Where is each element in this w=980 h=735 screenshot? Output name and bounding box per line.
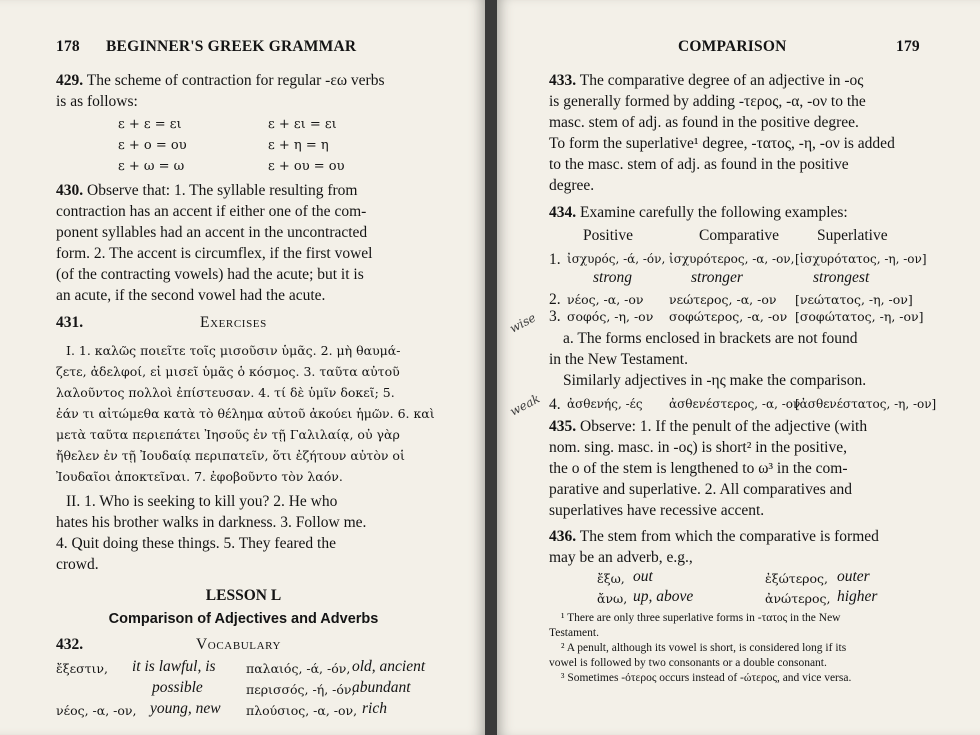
note-a-line2: in the New Testament. bbox=[549, 351, 688, 368]
running-head-left: BEGINNER'S GREEK GRAMMAR bbox=[106, 38, 357, 55]
exercise-2-line2: hates his brother walks in darkness. 3. Follow me. bbox=[56, 514, 367, 531]
section-436-line2: may be an adverb, e.g., bbox=[549, 549, 693, 566]
example-1-comparative: ἰσχυρότερος, -α, -ον, bbox=[669, 252, 795, 266]
exercise-2-line4: crowd. bbox=[56, 556, 99, 573]
right-page bbox=[497, 0, 980, 735]
adverb-1-comparative-gloss: outer bbox=[837, 568, 870, 585]
section-430-line6: an acute, if the second vowel had the acute. bbox=[56, 287, 326, 304]
example-2-superlative: [νεώτατος, -η, -ον] bbox=[795, 292, 913, 307]
contraction-row-1-b: ε + ει = ει bbox=[268, 117, 337, 132]
adverb-1-english: out bbox=[633, 568, 653, 585]
example-3-superlative: [σοφώτατος, -η, -ον] bbox=[795, 309, 924, 324]
section-433-line1: 433. The comparative degree of an adjective in -ος bbox=[549, 72, 864, 89]
example-4-comparative: ἀσθενέστερος, -α, -ον bbox=[669, 397, 801, 411]
section-430-line1: 430. Observe that: 1. The syllable resulting from bbox=[56, 182, 358, 199]
page-number-left: 178 bbox=[56, 38, 80, 55]
vocab-2-greek: παλαιός, -ά, -όν, bbox=[246, 661, 351, 676]
example-1-superlative: [ἰσχυρότατος, -η, -ον] bbox=[795, 252, 927, 266]
section-430-line4: form. 2. The accent is circumflex, if the first vowel bbox=[56, 245, 373, 262]
section-436-line1: 436. The stem from which the comparative is formed bbox=[549, 528, 879, 545]
adverb-1-comparative: ἐξώτερος, bbox=[765, 571, 829, 586]
footnote-2-line1: ² A penult, although its vowel is short, is considered long if its bbox=[561, 642, 847, 654]
section-435-line1: 435. Observe: 1. If the penult of the adjective (with bbox=[549, 418, 868, 435]
section-435-line2: nom. sing. masc. in -ος) is short² in the positive, bbox=[549, 439, 847, 456]
example-4-number: 4. bbox=[549, 396, 561, 413]
example-1-number: 1. bbox=[549, 251, 561, 268]
exercise-1-line1: I. 1. καλῶς ποιεῖτε τοῖς μισοῦσιν ὑμᾶς. 2. μὴ θαυμά- bbox=[66, 343, 401, 358]
vocab-4-english: young, new bbox=[150, 700, 221, 717]
contraction-row-3-a: ε + ω = ω bbox=[118, 159, 185, 174]
contraction-row-2-b: ε + η = η bbox=[268, 138, 329, 153]
section-435-line4: parative and superlative. 2. All comparatives and bbox=[549, 481, 853, 498]
lesson-title: LESSON L bbox=[205, 587, 282, 604]
column-header-superlative: Superlative bbox=[817, 227, 888, 244]
example-2-number: 2. bbox=[549, 291, 561, 308]
section-432-number: 432. bbox=[56, 636, 84, 653]
contraction-row-2-a: ε + ο = ου bbox=[118, 138, 187, 153]
vocab-3-greek: περισσός, -ή, -όν, bbox=[246, 682, 356, 697]
exercise-1-line7: Ἰουδαῖοι ἀποκτεῖναι. 7. ἐφοβοῦντο τὸν λαόν. bbox=[56, 469, 343, 484]
note-a-line1: a. The forms enclosed in brackets are not found bbox=[563, 330, 858, 347]
footnote-2-line2: vowel is followed by two consonants or a double consonant. bbox=[549, 657, 827, 669]
exercise-1-line6: ἤθελεν ἐν τῇ Ἰουδαίᾳ περιπατεῖν, ὅτι ἐζήτουν αὐτὸν οἱ bbox=[56, 448, 405, 463]
contraction-row-1-a: ε + ε = ει bbox=[118, 117, 182, 132]
vocab-5-greek: πλούσιος, -α, -ον, bbox=[246, 703, 358, 718]
exercise-1-line4: ἐάν τι αἰτώμεθα κατὰ τὸ θέλημα αὐτοῦ ἀκούει ἡμῶν. 6. καὶ bbox=[56, 406, 435, 421]
section-430-line5: (of the contracting vowels) had the acute; but it is bbox=[56, 266, 364, 283]
contraction-row-3-b: ε + ου = ου bbox=[268, 159, 345, 174]
exercise-1-line3: λαλοῦντος πολλοὶ ἐπίστευσαν. 4. τί δὲ ὑμῖν δοκεῖ; 5. bbox=[56, 385, 395, 400]
example-1-superlative-gloss: strongest bbox=[813, 269, 870, 286]
adverb-2-comparative: ἀνώτερος, bbox=[765, 591, 831, 606]
example-1-comparative-gloss: stronger bbox=[691, 269, 743, 286]
handwritten-note-weak: weak bbox=[507, 391, 543, 419]
exercises-heading: Exercises bbox=[200, 314, 267, 331]
section-429-line1: 429. The scheme of contraction for regular -εω verbs bbox=[56, 72, 385, 89]
example-1-positive: ἰσχυρός, -ά, -όν, bbox=[567, 252, 666, 266]
section-433-line4: To form the superlative¹ degree, -τατος, -η, -ον is added bbox=[549, 135, 895, 152]
section-433-line2: is generally formed by adding -τερος, -α, -ον to the bbox=[549, 93, 866, 110]
example-4-superlative: [ἀσθενέστατος, -η, -ον] bbox=[795, 397, 937, 411]
example-3-number: 3. bbox=[549, 308, 561, 325]
vocab-1-english-cont: possible bbox=[152, 679, 203, 696]
section-435-line5: superlatives have recessive accent. bbox=[549, 502, 765, 519]
section-430-line3: ponent syllables had an accent in the uncontracted bbox=[56, 224, 368, 241]
example-3-comparative: σοφώτερος, -α, -ον bbox=[669, 309, 788, 324]
exercise-1-line5: μετὰ ταῦτα περιεπάτει Ἰησοῦς ἐν τῇ Γαλιλαίᾳ, οὐ γὰρ bbox=[56, 427, 400, 442]
handwritten-note-wise: wise bbox=[507, 310, 539, 336]
adverb-2-greek: ἄνω, bbox=[597, 591, 628, 606]
adverb-2-english: up, above bbox=[633, 588, 694, 605]
column-header-comparative: Comparative bbox=[699, 227, 780, 244]
section-433-line3: masc. stem of adj. as found in the positive degree. bbox=[549, 114, 859, 131]
similarly-line: Similarly adjectives in -ης make the comparison. bbox=[563, 372, 867, 389]
section-434: 434. Examine carefully the following examples: bbox=[549, 204, 848, 221]
section-435-line3: the ο of the stem is lengthened to ω³ in the com- bbox=[549, 460, 848, 477]
running-head-right: COMPARISON bbox=[678, 38, 787, 55]
lesson-subtitle: Comparison of Adjectives and Adverbs bbox=[108, 611, 379, 627]
section-431-number: 431. bbox=[56, 314, 84, 331]
vocab-1-english: it is lawful, is bbox=[132, 658, 216, 675]
section-429-line2: is as follows: bbox=[56, 93, 138, 110]
example-2-comparative: νεώτερος, -α, -ον bbox=[669, 292, 777, 307]
exercise-2-line3: 4. Quit doing these things. 5. They feared the bbox=[56, 535, 336, 552]
vocab-4-greek: νέος, -α, -ον, bbox=[56, 703, 137, 718]
example-1-positive-gloss: strong bbox=[593, 269, 633, 286]
example-4-positive: ἀσθενής, -ές bbox=[567, 397, 643, 411]
footnote-1-line1: ¹ There are only three superlative forms in -τατος in the New bbox=[561, 612, 841, 624]
vocab-3-english: abundant bbox=[352, 679, 411, 696]
left-page bbox=[0, 0, 485, 735]
section-430-line2: contraction has an accent if either one of the com- bbox=[56, 203, 367, 220]
exercise-2-line1: II. 1. Who is seeking to kill you? 2. He who bbox=[66, 493, 338, 510]
book-gutter bbox=[485, 0, 497, 735]
footnote-3: ³ Sometimes -ότερος occurs instead of -ώτερος, and vice versa. bbox=[561, 672, 852, 684]
footnote-1-line2: Testament. bbox=[549, 627, 599, 639]
vocab-2-english: old, ancient bbox=[352, 658, 426, 675]
column-header-positive: Positive bbox=[583, 227, 633, 244]
vocabulary-heading: Vocabulary bbox=[196, 636, 282, 653]
section-433-line5: to the masc. stem of adj. as found in the positive bbox=[549, 156, 849, 173]
section-433-line6: degree. bbox=[549, 177, 595, 194]
vocab-5-english: rich bbox=[362, 700, 387, 717]
adverb-1-greek: ἔξω, bbox=[597, 571, 625, 586]
example-3-positive: σοφός, -η, -ον bbox=[567, 309, 654, 324]
adverb-2-comparative-gloss: higher bbox=[837, 588, 878, 605]
vocab-1-greek: ἔξεστιν, bbox=[56, 661, 108, 676]
example-2-positive: νέος, -α, -ον bbox=[567, 292, 644, 307]
page-number-right: 179 bbox=[896, 38, 920, 55]
exercise-1-line2: ζετε, ἀδελφοί, εἰ μισεῖ ὑμᾶς ὁ κόσμος. 3. ταῦτα αὐτοῦ bbox=[56, 364, 400, 379]
